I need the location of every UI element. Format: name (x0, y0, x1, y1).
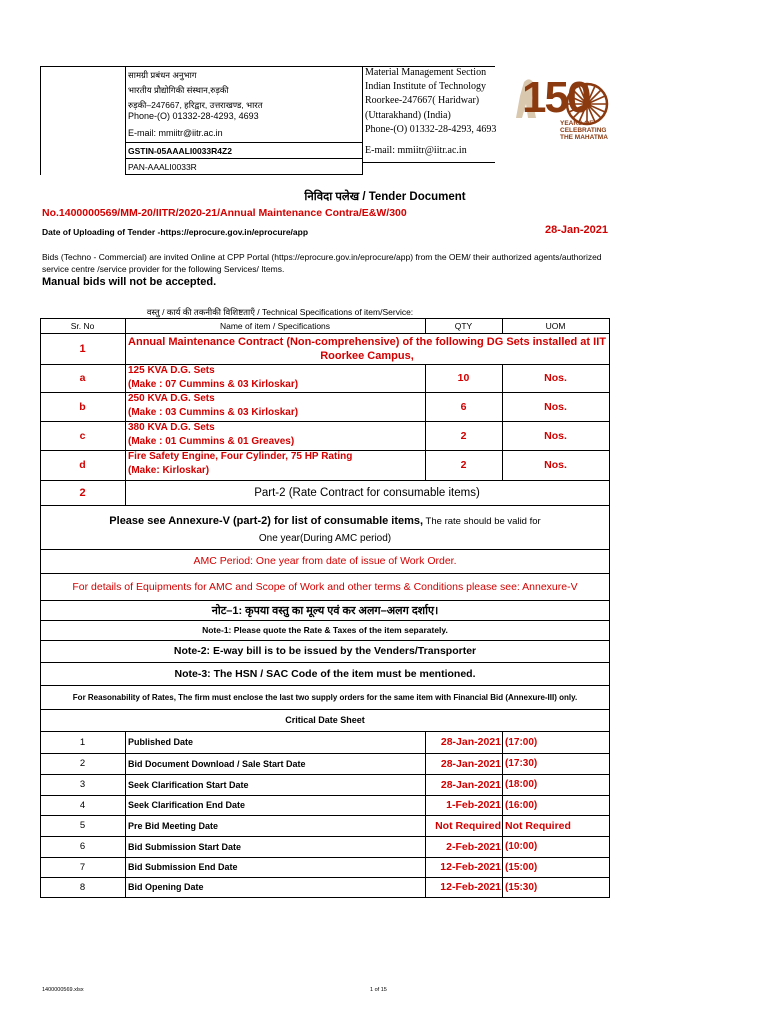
header-phone-left: Phone-(O) 01332-28-4293, 4693 (128, 111, 259, 121)
date-row-sr: 7 (79, 861, 86, 873)
item-d-line1: Fire Safety Engine, Four Cylinder, 75 HP Rating (128, 451, 353, 462)
date-row-sr: 4 (79, 799, 86, 811)
upload-date: 28-Jan-2021 (545, 224, 608, 236)
annexure-text-c: One year(During AMC period) (258, 533, 392, 544)
item-b-qty: 6 (460, 400, 467, 413)
note3: Note-3: The HSN / SAC Code of the item must be mentioned. (174, 667, 476, 680)
item2-sr: 2 (79, 486, 86, 499)
date-row-date: 12-Feb-2021 (440, 861, 501, 873)
footer-page-number: 1 of 15 (370, 987, 387, 993)
item-c-sr: c (79, 429, 86, 442)
annexure-text-b: The rate should be valid for (423, 516, 541, 527)
item-a-uom: Nos. (544, 372, 567, 384)
header-en-line5: Phone-(O) 01332-28-4293, 4693 (365, 123, 497, 135)
footer-filename: 1400000569.xlsx (42, 987, 84, 993)
item-d-uom: Nos. (544, 459, 567, 471)
header-en-line1: Material Management Section (365, 67, 487, 78)
item-a-sr: a (79, 372, 86, 384)
item-d-line2: (Make: Kirloskar) (128, 464, 210, 476)
header-hindi-line2: भारतीय प्रौद्योगिकी संस्थान,रुड़की (128, 85, 229, 95)
bids-text: Bids (Techno - Commercial) are invited Online at CPP Portal (https://eprocure.gov.in/eprocure/app) from the OEM/ their authorized agents/authorized service centre /service provider for the following Services/ Items. (42, 252, 602, 274)
item-a-line1: 125 KVA D.G. Sets (128, 365, 215, 376)
date-row-time: (10:00) (505, 841, 538, 852)
reasonability-note: For Reasonability of Rates, The firm must enclose the last two supply orders for the same item with Financial Bid (Annexure-III) only. (72, 692, 578, 702)
date-row-time: Not Required (505, 819, 571, 832)
date-row-time: (16:00) (505, 799, 538, 811)
logo-text2: CELEBRATING (560, 127, 607, 134)
header-en-line3: Roorkee-247667( Haridwar) (365, 95, 480, 107)
header-en-email: E-mail: mmiitr@iitr.ac.in (365, 145, 467, 156)
date-row-date: 28-Jan-2021 (440, 757, 501, 770)
annexure-text-a: Please see Annexure-V (part-2) for list of consumable items, (109, 515, 424, 527)
item-b-uom: Nos. (544, 400, 567, 413)
tender-number: No.1400000569/MM-20/IITR/2020-21/Annual Maintenance Contra/E&W/300 (42, 207, 407, 219)
note1: Note-1: Please quote the Rate & Taxes of the item separately. (202, 625, 448, 635)
date-row-label: Bid Submission Start Date (128, 841, 242, 852)
date-row-time: (15:00) (505, 861, 538, 873)
header-pan: PAN-AAALI0033R (128, 162, 197, 172)
item-a-qty: 10 (457, 372, 470, 384)
item2-text: Part-2 (Rate Contract for consumable items) (254, 486, 480, 499)
date-row-label: Bid Opening Date (128, 882, 204, 892)
header-en-line2: Indian Institute of Technology (365, 81, 487, 93)
date-row-time: (18:00) (505, 779, 538, 790)
date-row-sr: 3 (79, 779, 86, 790)
date-row-time: (17:00) (505, 736, 538, 748)
item-d-qty: 2 (460, 459, 467, 471)
manual-note: Manual bids will not be accepted. (42, 276, 217, 288)
logo-text3: THE MAHATMA (560, 134, 608, 141)
logo-text1: YEARS OF (560, 120, 594, 127)
header-hindi-line1: सामग्री प्रबंधन अनुभाग (128, 70, 197, 80)
item-c-line1: 380 KVA D.G. Sets (128, 422, 215, 433)
header-email-left: E-mail: mmiitr@iitr.ac.in (128, 128, 223, 138)
note2: Note-2: E-way bill is to be issued by the Venders/Transporter (173, 645, 477, 657)
date-row-time: (15:30) (505, 881, 538, 893)
date-row-date: 28-Jan-2021 (440, 778, 501, 791)
date-row-label: Bid Document Download / Sale Start Date (128, 758, 306, 769)
date-row-sr: 8 (79, 881, 86, 893)
item-d-sr: d (79, 459, 86, 471)
date-row-date: 1-Feb-2021 (446, 799, 501, 811)
details-note: For details of Equipments for AMC and Scope of Work and other terms & Conditions please see: Annexure-V (72, 580, 578, 593)
item-c-uom: Nos. (544, 429, 567, 442)
item-b-line1: 250 KVA D.G. Sets (128, 393, 215, 404)
header-hindi-line3: रुड़की–247667, हरिद्वार, उत्तराखण्ड, भारत (128, 100, 263, 110)
logo-number: 150 (522, 73, 590, 122)
page-title: निविदा पलेख / Tender Document (304, 191, 466, 203)
critical-title: Critical Date Sheet (285, 715, 365, 725)
date-row-label: Pre Bid Meeting Date (128, 820, 219, 831)
header-uom: UOM (545, 320, 566, 331)
date-row-sr: 1 (79, 736, 86, 748)
spec-heading: वस्तु / कार्य की तकनीकी विशिष्टताएँ / Technical Specifications of item/Service: (146, 307, 414, 317)
item-c-qty: 2 (460, 429, 467, 442)
date-row-sr: 5 (79, 820, 86, 831)
date-row-label: Bid Submission End Date (128, 862, 238, 872)
header-name: Name of item / Specifications (219, 320, 331, 331)
date-row-label: Seek Clarification Start Date (128, 779, 249, 790)
date-row-sr: 2 (79, 758, 86, 769)
item-c-line2: (Make : 01 Cummins & 01 Greaves) (128, 435, 295, 447)
date-row-sr: 6 (79, 841, 86, 852)
date-row-date: 12-Feb-2021 (440, 881, 501, 893)
date-row-label: Published Date (128, 737, 194, 747)
item-a-line2: (Make : 07 Cummins & 03 Kirloskar) (128, 378, 299, 390)
date-row-label: Seek Clarification End Date (128, 800, 246, 810)
header-en-line4: (Uttarakhand) (India) (365, 109, 451, 121)
header-sr: Sr. No (70, 320, 95, 331)
header-gstin: GSTIN-05AAALI0033R4Z2 (128, 146, 232, 156)
upload-label: Date of Uploading of Tender -https://eprocure.gov.in/eprocure/app (42, 227, 309, 237)
item-b-sr: b (79, 400, 86, 413)
date-row-date: 2-Feb-2021 (446, 840, 501, 853)
hindi-note: नोट–1: कृपया वस्तु का मूल्य एवं कर अलग–अलग दर्शाए। (211, 604, 439, 617)
date-row-time: (17:30) (505, 758, 538, 769)
amc-period: AMC Period: One year from date of issue of Work Order. (193, 555, 457, 567)
date-row-date: Not Required (435, 819, 501, 832)
item1-sr: 1 (79, 342, 86, 355)
item1-text: Annual Maintenance Contract (Non-comprehensive) of the following DG Sets installed at IIT Roorkee Campus, (128, 335, 606, 362)
header-qty: QTY (454, 320, 473, 331)
item-b-line2: (Make : 03 Cummins & 03 Kirloskar) (128, 406, 299, 418)
date-row-date: 28-Jan-2021 (440, 736, 501, 748)
